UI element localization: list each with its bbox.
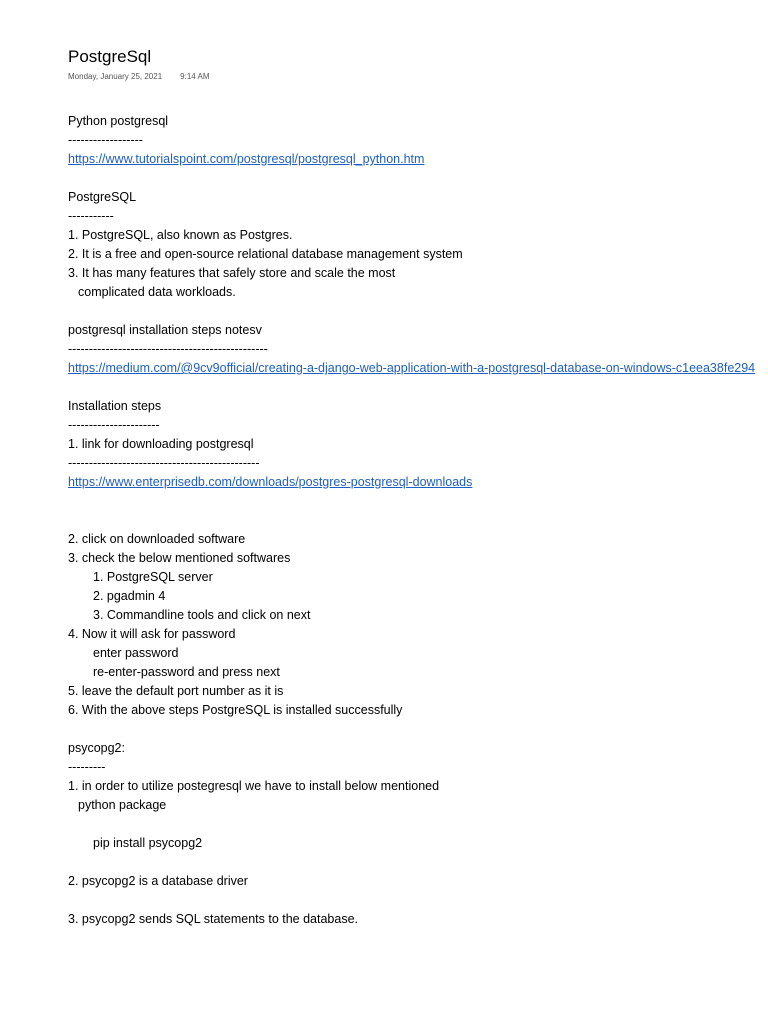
section-rule: ------------------ xyxy=(68,133,143,147)
section-heading-install-notes: postgresql installation steps notesv xyxy=(68,323,262,337)
section-heading-postgresql: PostgreSQL xyxy=(68,190,137,204)
section-heading-psycopg2: psycopg2: xyxy=(68,741,125,755)
list-item: 4. Now it will ask for password xyxy=(68,627,236,641)
list-item: 2. It is a free and open-source relational database management system xyxy=(68,247,463,261)
sub-list-item: re-enter-password and press next xyxy=(93,665,280,679)
note-timestamp xyxy=(68,71,768,83)
list-item: 2. click on downloaded software xyxy=(68,532,246,546)
note-page xyxy=(68,46,768,929)
sub-list-item: 3. Commandline tools and click on next xyxy=(93,608,311,622)
section-rule: ---------------------- xyxy=(68,418,160,432)
page-title: PostgreSql xyxy=(68,47,152,66)
list-item: 5. leave the default port number as it is xyxy=(68,684,284,698)
tutorialspoint-link[interactable]: https://www.tutorialspoint.com/postgresql/postgresql_python.htm xyxy=(68,152,425,166)
note-date: Monday, January 25, 2021 xyxy=(68,72,163,81)
section-rule: ----------- xyxy=(68,209,114,223)
list-item-continuation: python package xyxy=(78,798,167,812)
sub-list-item: 1. PostgreSQL server xyxy=(93,570,213,584)
pip-command: pip install psycopg2 xyxy=(93,836,203,850)
list-item: 2. psycopg2 is a database driver xyxy=(68,874,248,888)
sub-list-item: 2. pgadmin 4 xyxy=(93,589,166,603)
section-rule: ---------------------------------------------- xyxy=(68,456,260,470)
list-item: 3. psycopg2 sends SQL statements to the database. xyxy=(68,912,358,926)
list-item: 1. in order to utilize postegresql we have to install below mentioned xyxy=(68,779,440,793)
list-item: 6. With the above steps PostgreSQL is installed successfully xyxy=(68,703,403,717)
sub-list-item: enter password xyxy=(93,646,179,660)
section-heading-install-steps: Installation steps xyxy=(68,399,162,413)
list-item: 1. link for downloading postgresql xyxy=(68,437,254,451)
note-time: 9:14 AM xyxy=(180,72,210,81)
note-body xyxy=(68,112,768,929)
section-rule: ------------------------------------------------ xyxy=(68,342,268,356)
medium-link[interactable]: https://medium.com/@9cv9official/creating-a-django-web-application-with-a-postgresql-database-on-windows-c1eea38fe294 xyxy=(68,361,756,375)
enterprisedb-link[interactable]: https://www.enterprisedb.com/downloads/postgres-postgresql-downloads xyxy=(68,475,473,489)
section-rule: --------- xyxy=(68,760,106,774)
list-item: 1. PostgreSQL, also known as Postgres. xyxy=(68,228,293,242)
list-item-continuation: complicated data workloads. xyxy=(78,285,236,299)
section-heading-python: Python postgresql xyxy=(68,114,169,128)
list-item: 3. check the below mentioned softwares xyxy=(68,551,291,565)
list-item: 3. It has many features that safely store and scale the most xyxy=(68,266,396,280)
